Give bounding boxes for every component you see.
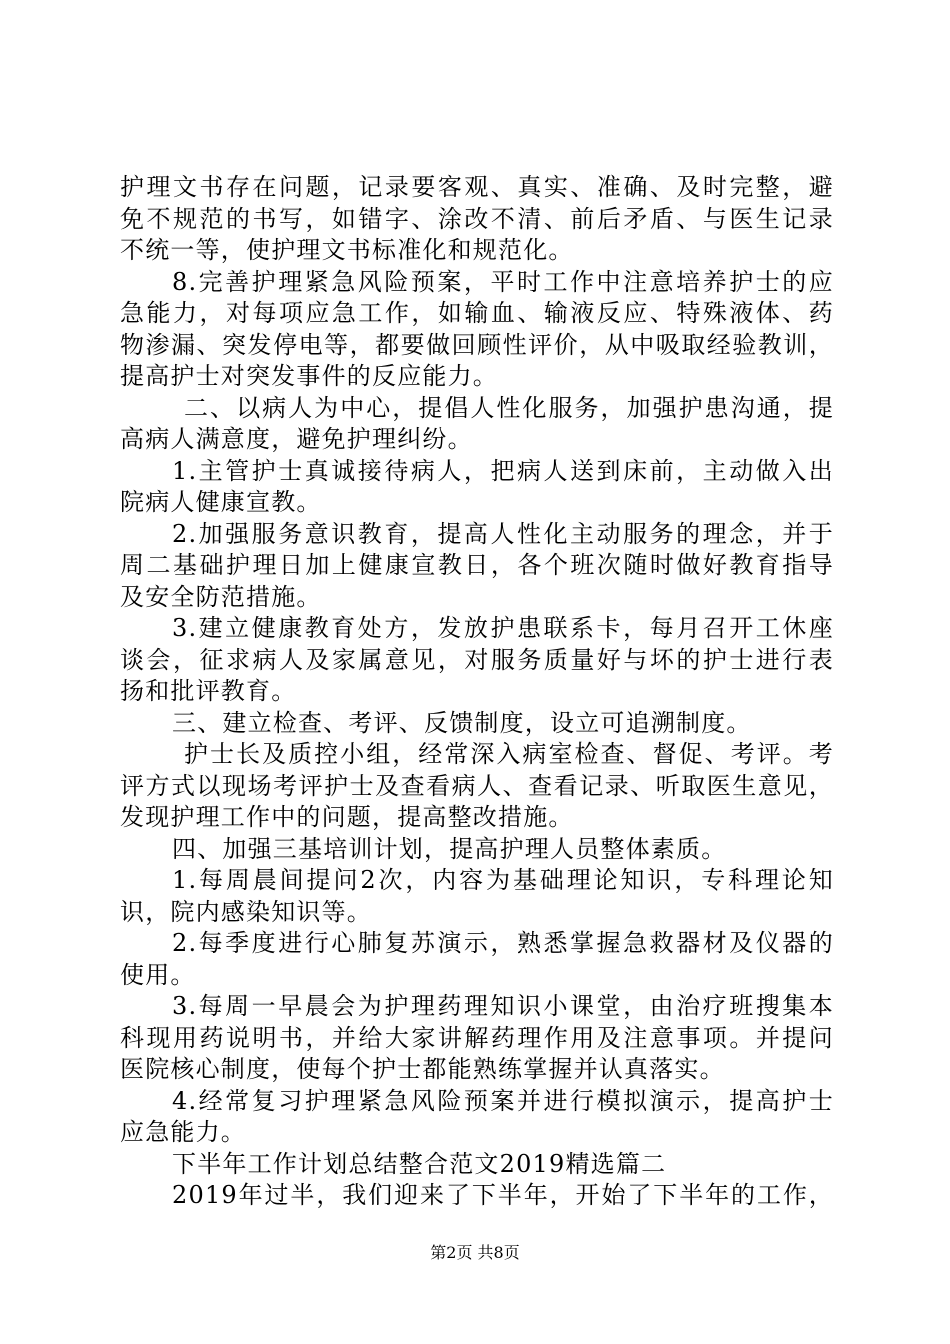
text-line: 2019年过半，我们迎来了下半年，开始了下半年的工作， <box>172 1181 834 1209</box>
text-line: 院病人健康宣教。 <box>120 488 322 516</box>
text-line: 使用。 <box>120 960 196 989</box>
text-line: 周二基础护理日加上健康宣教日，各个班次随时做好教育指导 <box>120 551 834 579</box>
text-line: 3.每周一早晨会为护理药理知识小课堂，由治疗班搜集本 <box>172 992 834 1020</box>
text-line: 发现护理工作中的问题，提高整改措施。 <box>120 803 574 831</box>
text-line: 识，院内感染知识等。 <box>120 897 372 926</box>
text-line: 应急能力。 <box>120 1118 246 1146</box>
text-line: 扬和批评教育。 <box>120 677 297 705</box>
text-line: 2.每季度进行心肺复苏演示，熟悉掌握急救器材及仪器的 <box>172 929 834 957</box>
page-number: 第2页 共8页 <box>430 1243 520 1262</box>
body-text <box>120 172 834 1212</box>
text-line: 及安全防范措施。 <box>120 582 322 611</box>
text-line: 三、建立检查、考评、反馈制度，设立可追溯制度。 <box>172 708 752 737</box>
text-line: 4.经常复习护理紧急风险预案并进行模拟演示，提高护士 <box>172 1086 834 1115</box>
text-line: 高病人满意度，避免护理纠纷。 <box>120 425 473 453</box>
text-line: 8.完善护理紧急风险预案，平时工作中注意培养护士的应 <box>172 267 834 296</box>
text-line: 不统一等，使护理文书标准化和规范化。 <box>120 236 574 264</box>
text-line: 下半年工作计划总结整合范文2019精选篇二 <box>172 1149 667 1178</box>
text-line: 谈会，征求病人及家属意见，对服务质量好与坏的护士进行表 <box>120 645 834 674</box>
text-line: 3.建立健康教育处方，发放护患联系卡，每月召开工休座 <box>172 614 834 642</box>
text-line: 免不规范的书写，如错字、涂改不清、前后矛盾、与医生记录 <box>120 204 834 233</box>
text-line: 评方式以现场考评护士及查看病人、查看记录、听取医生意见， <box>120 771 834 800</box>
text-line: 物渗漏、突发停电等，都要做回顾性评价，从中吸取经验教训， <box>120 330 834 359</box>
text-line: 急能力，对每项应急工作，如输血、输液反应、特殊液体、药 <box>120 299 834 327</box>
text-line: 二、以病人为中心，提倡人性化服务，加强护患沟通，提 <box>184 393 834 422</box>
text-line: 医院核心制度，使每个护士都能熟练掌握并认真落实。 <box>120 1055 725 1083</box>
text-line: 2.加强服务意识教育，提高人性化主动服务的理念，并于 <box>172 519 834 548</box>
text-line: 护理文书存在问题，记录要客观、真实、准确、及时完整，避 <box>120 173 834 201</box>
text-line: 科现用药说明书，并给大家讲解药理作用及注意事项。并提问 <box>120 1023 834 1052</box>
text-line: 1.主管护士真诚接待病人，把病人送到床前，主动做入出 <box>172 456 834 485</box>
text-line: 1.每周晨间提问2次，内容为基础理论知识，专科理论知 <box>172 866 834 894</box>
text-line: 提高护士对突发事件的反应能力。 <box>120 362 498 390</box>
text-line: 四、加强三基培训计划，提高护理人员整体素质。 <box>172 834 727 863</box>
text-line: 护士长及质控小组，经常深入病室检查、督促、考评。考 <box>184 740 834 768</box>
